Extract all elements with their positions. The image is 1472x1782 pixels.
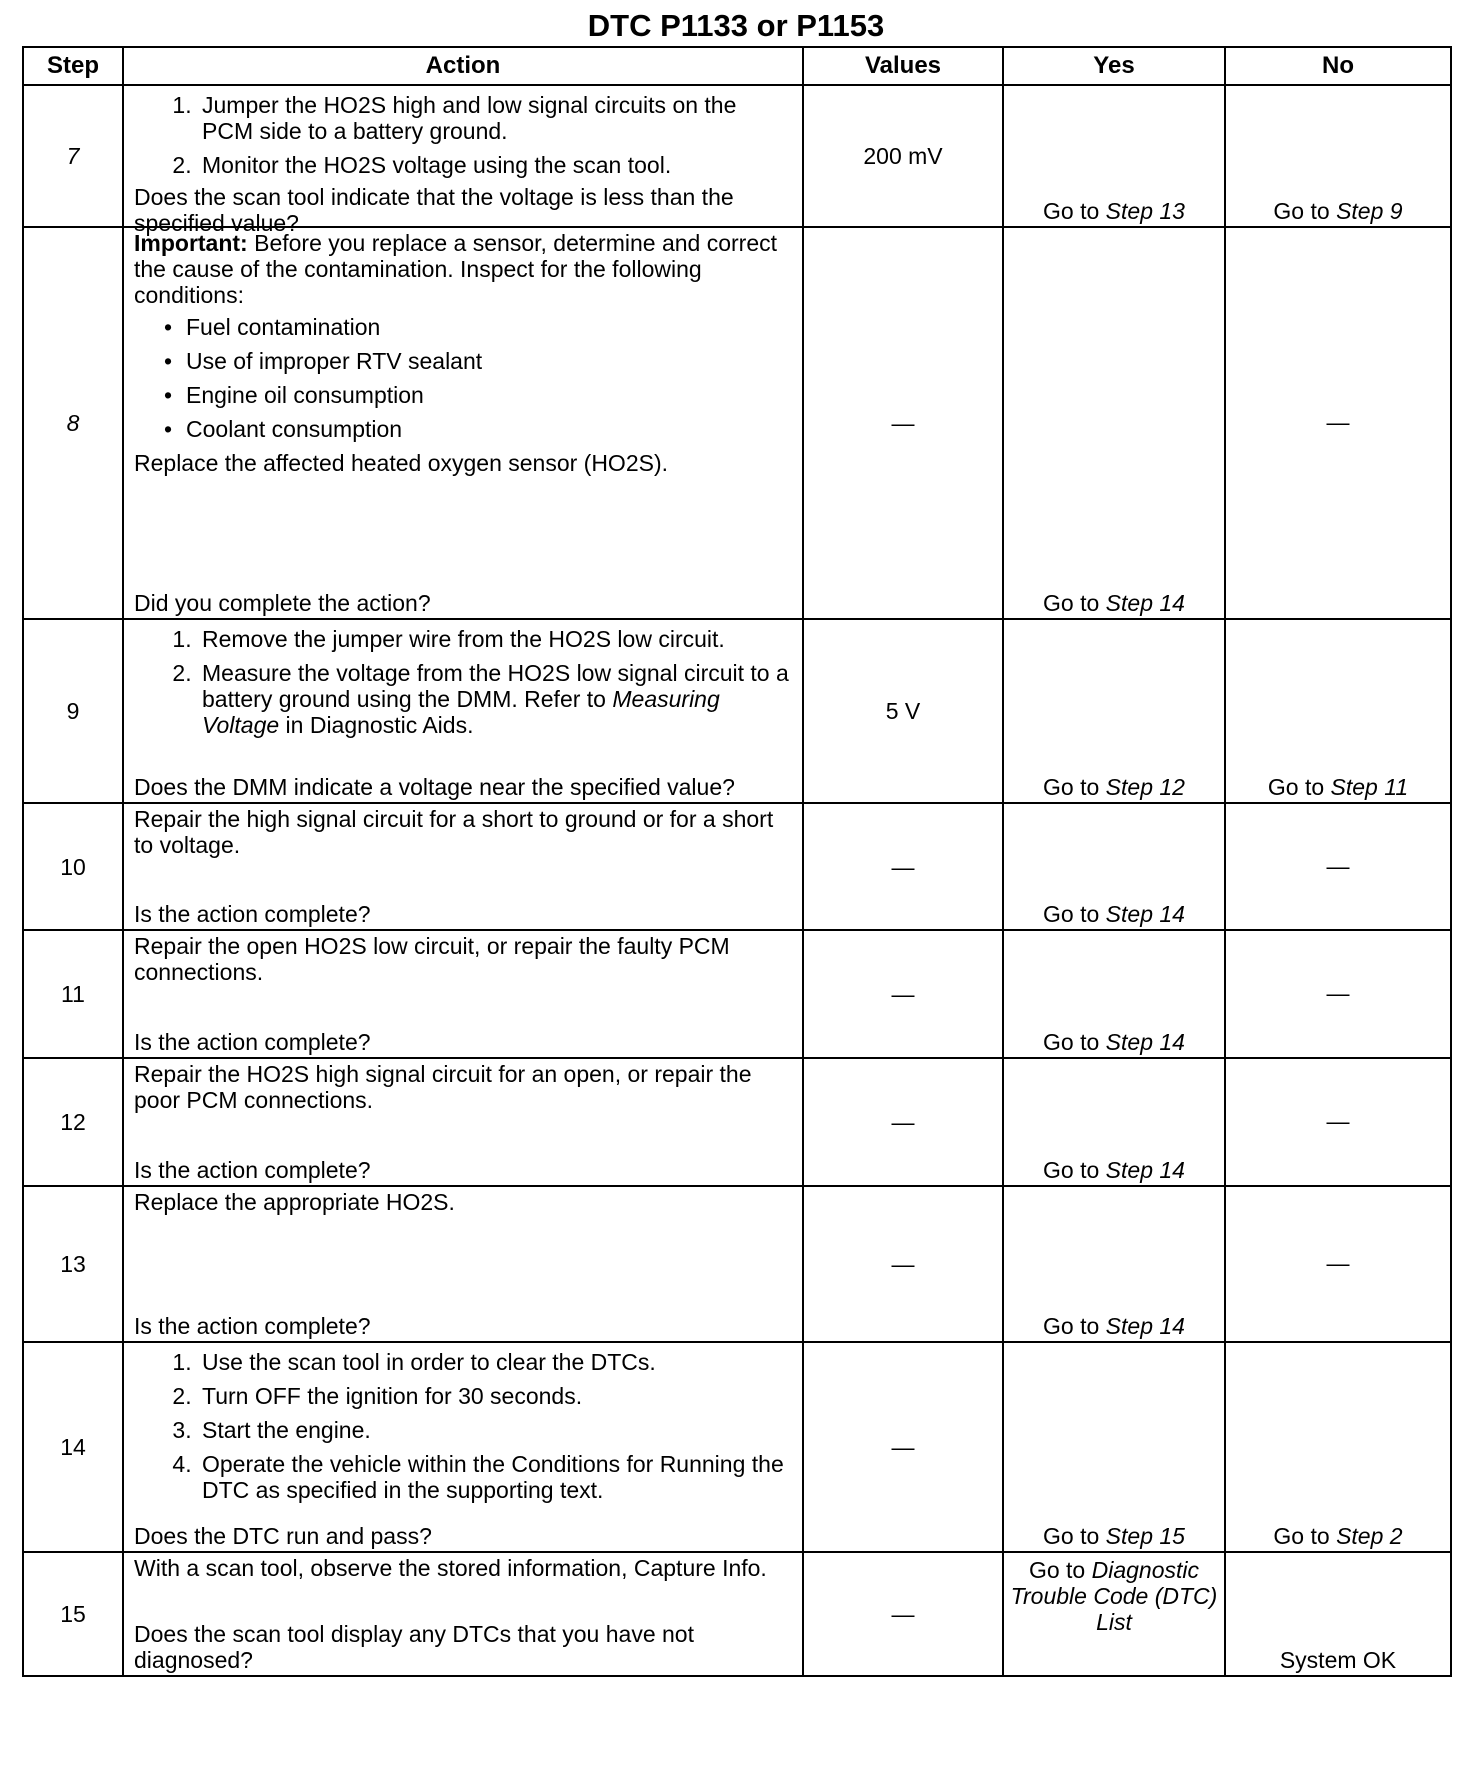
action-instruction: Repair the HO2S high signal circuit for an open, or repair the poor PCM connections.	[134, 1061, 752, 1113]
goto-text: Go to	[1043, 1157, 1106, 1183]
table-row	[23, 227, 1451, 619]
important-label: Important:	[134, 230, 248, 256]
action-instruction: Repair the high signal circuit for a short to ground or for a short to voltage.	[134, 806, 774, 858]
action-item	[198, 660, 792, 738]
step-number: 14	[23, 1342, 123, 1552]
no-cell: —	[1225, 930, 1451, 1058]
action-cell	[123, 619, 803, 803]
step-number: 12	[23, 1058, 123, 1186]
table-row	[23, 930, 1451, 1058]
no-step-ref: Step 2	[1336, 1523, 1403, 1549]
goto-text: Go to	[1043, 1313, 1106, 1339]
action-item-text: Measure the voltage from the HO2S low signal circuit to a battery ground using the DMM. Refer to	[202, 660, 789, 712]
value-cell: 5 V	[803, 619, 1003, 803]
header-row	[23, 47, 1451, 85]
goto-text: Go to	[1043, 1029, 1106, 1055]
action-cell	[123, 1058, 803, 1186]
no-cell: —	[1225, 1186, 1451, 1342]
goto-text: Go to	[1043, 590, 1106, 616]
value-cell: —	[803, 1342, 1003, 1552]
action-instruction: With a scan tool, observe the stored information, Capture Info.	[134, 1555, 767, 1581]
action-instruction: Replace the appropriate HO2S.	[134, 1189, 455, 1215]
table-row	[23, 1342, 1451, 1552]
table-row	[23, 803, 1451, 930]
no-cell	[1225, 1342, 1451, 1552]
action-question: Is the action complete?	[134, 1157, 371, 1183]
action-question: Did you complete the action?	[134, 590, 431, 616]
yes-step-ref: Step 15	[1105, 1523, 1185, 1549]
action-item-text: in Diagnostic Aids.	[279, 712, 474, 738]
yes-step-ref: Step 14	[1105, 1157, 1185, 1183]
action-cell	[123, 1342, 803, 1552]
step-number: 13	[23, 1186, 123, 1342]
no-step-ref: Step 11	[1330, 774, 1409, 800]
action-cell	[123, 1552, 803, 1676]
no-cell	[1225, 85, 1451, 227]
no-cell: —	[1225, 227, 1451, 619]
no-cell: System OK	[1225, 1552, 1451, 1676]
action-instruction: Repair the open HO2S low circuit, or repair the faulty PCM connections.	[134, 933, 730, 985]
action-item: 1. Remove the jumper wire from the HO2S low circuit.	[198, 626, 792, 652]
action-cell	[123, 85, 803, 236]
goto-text: Go to	[1043, 774, 1106, 800]
important-text: Before you replace a sensor, determine and correct the cause of the contamination. Inspect for the following conditions:	[134, 230, 778, 308]
action-question: Is the action complete?	[134, 901, 371, 927]
condition-item: • Use of improper RTV sealant	[186, 348, 792, 374]
action-question: Is the action complete?	[134, 1313, 371, 1339]
step-number: 15	[23, 1552, 123, 1676]
action-question: Does the DTC run and pass?	[134, 1523, 432, 1549]
action-instruction: Replace the affected heated oxygen sensor (HO2S).	[134, 450, 669, 476]
yes-step-ref: Step 14	[1105, 1029, 1185, 1055]
goto-text: Go to	[1267, 774, 1331, 800]
table-row	[23, 1552, 1451, 1676]
condition-item: • Engine oil consumption	[186, 382, 792, 408]
diagnostic-table	[22, 46, 1452, 1677]
value-cell: —	[803, 227, 1003, 619]
value-cell: —	[803, 1552, 1003, 1676]
action-question: Does the scan tool display any DTCs that you have not diagnosed?	[134, 1621, 694, 1673]
yes-step-ref: Step 14	[1105, 590, 1185, 616]
value-cell: —	[803, 1058, 1003, 1186]
step-number: 7	[23, 85, 123, 227]
value-cell: 200 mV	[803, 85, 1003, 227]
value-cell: —	[803, 930, 1003, 1058]
yes-step-ref: Step 14	[1105, 901, 1185, 927]
step-number: 8	[23, 227, 123, 619]
page-title: DTC P1133 or P1153	[587, 8, 885, 43]
table-row	[23, 1058, 1451, 1186]
action-item: 2. Turn OFF the ignition for 30 seconds.	[198, 1383, 792, 1409]
no-cell: —	[1225, 1058, 1451, 1186]
action-question: Is the action complete?	[134, 1029, 371, 1055]
step-number: 9	[23, 619, 123, 803]
action-cell	[123, 1186, 803, 1342]
step-number: 10	[23, 803, 123, 930]
action-item: 1. Use the scan tool in order to clear the DTCs.	[198, 1349, 792, 1375]
action-item: 3. Start the engine.	[198, 1417, 792, 1443]
header-step: Step	[23, 47, 123, 85]
action-item: 1. Jumper the HO2S high and low signal circuits on the PCM side to a battery ground.	[198, 92, 792, 144]
action-cell	[123, 227, 803, 619]
action-question: Does the scan tool indicate that the voltage is less than the specified value?	[134, 184, 734, 236]
step-number: 11	[23, 930, 123, 1058]
no-step-ref: Step 9	[1336, 198, 1403, 224]
action-question: Does the DMM indicate a voltage near the specified value?	[134, 774, 735, 800]
action-cell	[123, 930, 803, 1058]
yes-cell	[1003, 227, 1225, 619]
goto-text: Go to	[1028, 1557, 1092, 1583]
yes-cell	[1003, 930, 1225, 1058]
yes-cell	[1003, 619, 1225, 803]
condition-item: • Coolant consumption	[186, 416, 792, 442]
table-row	[23, 85, 1451, 227]
table-row	[23, 619, 1451, 803]
goto-text: Go to	[1043, 901, 1106, 927]
condition-item: • Fuel contamination	[186, 314, 792, 340]
header-no: No	[1225, 47, 1451, 85]
action-item: 4. Operate the vehicle within the Conditions for Running the DTC as specified in the supporting text.	[198, 1451, 792, 1503]
table-row	[23, 1186, 1451, 1342]
header-action: Action	[123, 47, 803, 85]
header-yes: Yes	[1003, 47, 1225, 85]
yes-cell	[1003, 1058, 1225, 1186]
action-item: 2. Monitor the HO2S voltage using the scan tool.	[198, 152, 792, 178]
yes-cell	[1003, 85, 1225, 227]
yes-step-ref: Step 12	[1105, 774, 1185, 800]
no-cell: —	[1225, 803, 1451, 930]
header-values: Values	[803, 47, 1003, 85]
value-cell: —	[803, 1186, 1003, 1342]
goto-text: Go to	[1273, 198, 1337, 224]
goto-text: Go to	[1043, 198, 1106, 224]
yes-cell	[1003, 1552, 1225, 1676]
important-note	[134, 230, 792, 308]
yes-step-ref: Step 14	[1105, 1313, 1185, 1339]
goto-text: Go to	[1043, 1523, 1106, 1549]
value-cell: —	[803, 803, 1003, 930]
yes-ref: Diagnostic Trouble Code (DTC) List	[1010, 1557, 1218, 1635]
yes-step-ref: Step 13	[1105, 198, 1185, 224]
reference-link: Measuring Voltage	[202, 686, 720, 738]
yes-cell	[1003, 803, 1225, 930]
goto-text: Go to	[1273, 1523, 1337, 1549]
yes-cell	[1003, 1186, 1225, 1342]
yes-cell	[1003, 1342, 1225, 1552]
no-cell	[1225, 619, 1451, 803]
action-cell	[123, 803, 803, 930]
